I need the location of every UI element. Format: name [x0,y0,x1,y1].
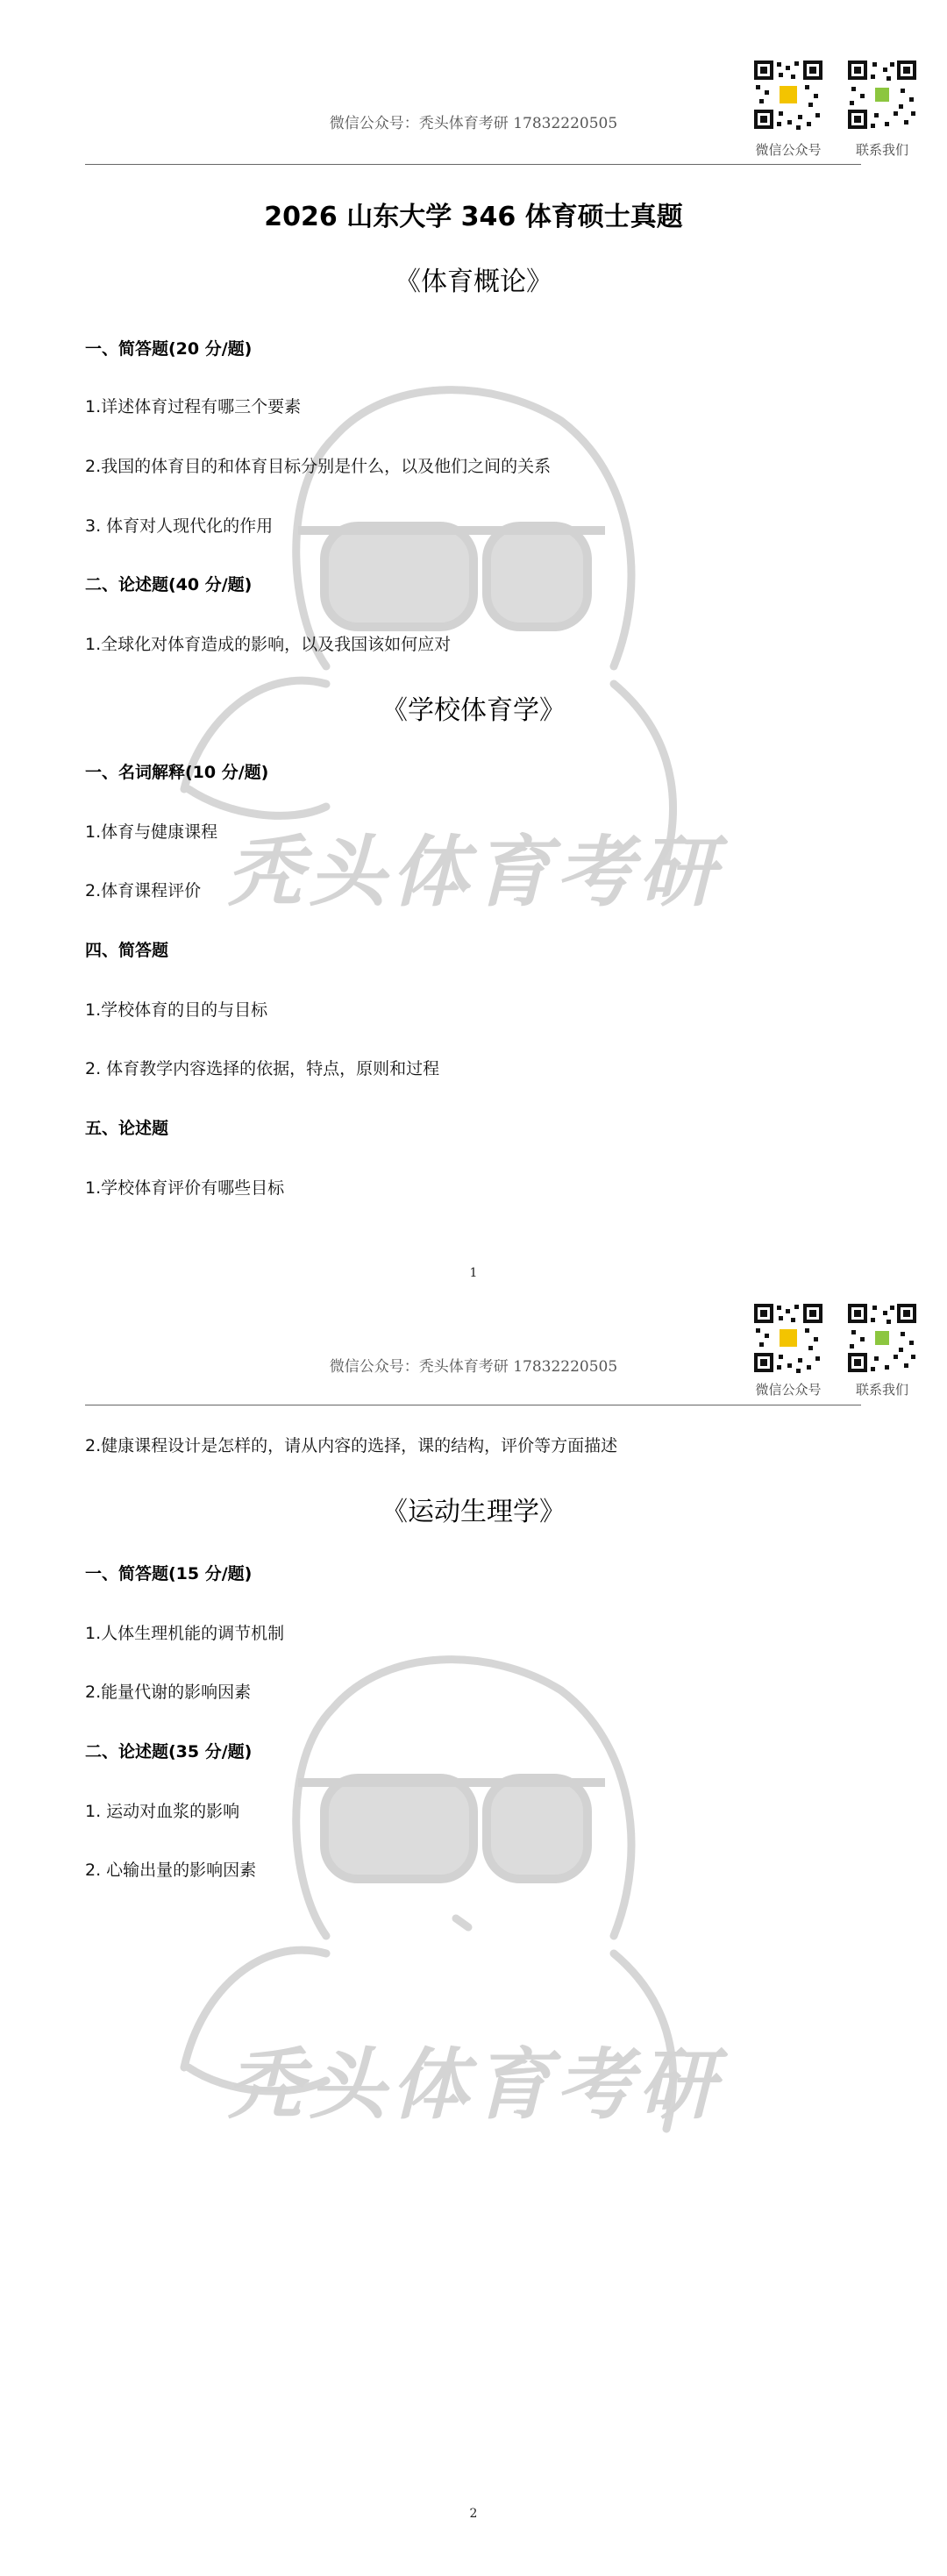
subject-heading-school-pe: 《学校体育学》 [381,695,566,726]
section-heading: 一、名词解释(10 分/题) [85,763,269,782]
header-contact-text: 微信公众号：秃头体育考研 17832220505 [329,1358,618,1376]
contact-qr-code-icon [846,59,918,131]
header-contact-text: 微信公众号：秃头体育考研 17832220505 [329,115,618,132]
question-item: 1.体育与健康课程 [85,822,218,842]
question-item: 2.能量代谢的影响因素 [85,1683,252,1702]
subject-heading-exercise-physiology: 《运动生理学》 [381,1497,566,1527]
wechat-qr-caption: 微信公众号 [755,142,822,158]
wechat-qr-code-icon [752,1302,824,1374]
section-heading: 二、论述题(35 分/题) [85,1742,253,1761]
subject-heading-sports-theory: 《体育概论》 [395,267,552,297]
section-heading: 一、简答题(15 分/题) [85,1564,253,1583]
section-heading: 二、论述题(40 分/题) [85,575,253,594]
contact-qr-caption: 联系我们 [855,1382,908,1398]
question-item: 2.体育课程评价 [85,881,202,900]
bald-man-watermark [0,1287,947,2576]
section-heading: 五、论述题 [85,1119,169,1138]
question-item: 1.人体生理机能的调节机制 [85,1624,285,1643]
page-number: 2 [469,2507,478,2521]
section-heading: 一、简答题(20 分/题) [85,339,253,359]
wechat-qr-code-icon [752,59,824,131]
document-page-1 [0,0,947,1287]
question-item: 2.我国的体育目的和体育目标分别是什么，以及他们之间的关系 [85,457,552,476]
question-item: 1.详述体育过程有哪三个要素 [85,397,302,416]
wechat-qr-caption: 微信公众号 [755,1382,822,1398]
question-item: 2. 体育教学内容选择的依据，特点，原则和过程 [85,1059,440,1078]
question-item: 1.全球化对体育造成的影响，以及我国该如何应对 [85,635,452,654]
watermark-text: 秃头体育考研 [225,2039,721,2130]
question-item: 1.学校体育的目的与目标 [85,1000,268,1020]
question-item: 1.学校体育评价有哪些目标 [85,1178,285,1198]
section-heading: 四、简答题 [85,941,169,960]
contact-qr-caption: 联系我们 [855,142,908,158]
document-page-2 [0,1287,947,2576]
question-item: 2.健康课程设计是怎样的，请从内容的选择，课的结构，评价等方面描述 [85,1436,618,1455]
page-number: 1 [469,1266,478,1280]
question-item: 3. 体育对人现代化的作用 [85,516,274,536]
watermark-text: 秃头体育考研 [225,827,721,917]
header-divider [85,164,861,165]
contact-qr-code-icon [846,1302,918,1374]
page-title: 2026 山东大学 346 体育硕士真题 [264,202,683,232]
question-item: 1. 运动对血浆的影响 [85,1802,240,1821]
question-item: 2. 心输出量的影响因素 [85,1861,257,1880]
